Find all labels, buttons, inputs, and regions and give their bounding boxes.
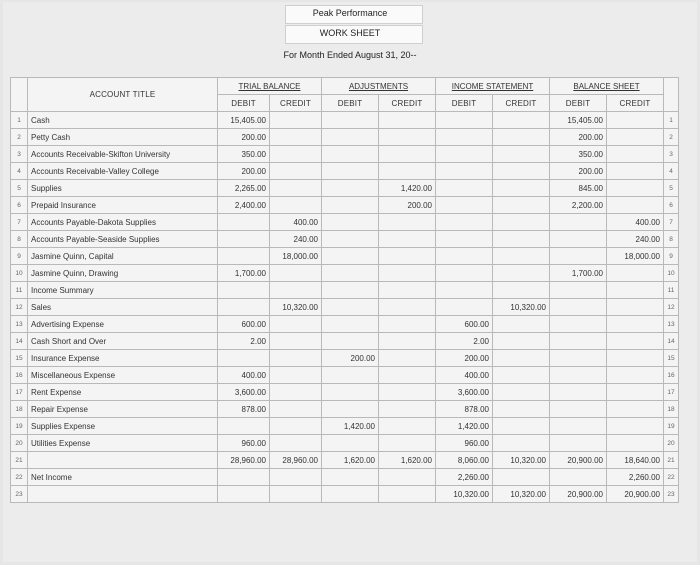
- is-debit-cell[interactable]: 8,060.00: [436, 452, 493, 469]
- tb-credit-header: CREDIT: [270, 95, 322, 112]
- adj-credit-cell[interactable]: [379, 248, 436, 265]
- bs-debit-cell[interactable]: [550, 333, 607, 350]
- adj-debit-cell[interactable]: [322, 333, 379, 350]
- tb-debit-cell[interactable]: 600.00: [218, 316, 270, 333]
- bs-debit-cell[interactable]: [550, 231, 607, 248]
- tb-debit-cell[interactable]: [218, 469, 270, 486]
- adj-credit-cell[interactable]: [379, 316, 436, 333]
- bs-debit-cell[interactable]: [550, 350, 607, 367]
- adj-credit-cell[interactable]: [379, 435, 436, 452]
- tb-credit-cell[interactable]: [270, 316, 322, 333]
- bs-debit-cell[interactable]: 2,200.00: [550, 197, 607, 214]
- bs-credit-cell[interactable]: [607, 282, 664, 299]
- is-credit-cell[interactable]: [493, 435, 550, 452]
- adj-debit-cell[interactable]: 1,420.00: [322, 418, 379, 435]
- line-number: 7: [11, 214, 28, 231]
- table-row: [11, 452, 679, 469]
- tb-debit-cell[interactable]: 2,400.00: [218, 197, 270, 214]
- bs-debit-cell[interactable]: 200.00: [550, 129, 607, 146]
- line-number: 21: [11, 452, 28, 469]
- bs-debit-cell[interactable]: [550, 469, 607, 486]
- tb-credit-cell[interactable]: [270, 197, 322, 214]
- adj-credit-cell[interactable]: [379, 214, 436, 231]
- is-debit-cell[interactable]: [436, 299, 493, 316]
- is-debit-cell[interactable]: 2,260.00: [436, 469, 493, 486]
- tb-credit-cell[interactable]: [270, 469, 322, 486]
- is-credit-cell[interactable]: [493, 214, 550, 231]
- tb-debit-cell[interactable]: 400.00: [218, 367, 270, 384]
- line-number-right: 2: [664, 129, 679, 146]
- tb-debit-cell[interactable]: 960.00: [218, 435, 270, 452]
- adj-debit-cell[interactable]: [322, 401, 379, 418]
- tb-credit-cell[interactable]: [270, 265, 322, 282]
- bs-credit-cell[interactable]: [607, 418, 664, 435]
- tb-credit-cell[interactable]: [270, 401, 322, 418]
- worksheet-table: [10, 77, 679, 503]
- line-number: 8: [11, 231, 28, 248]
- line-number-right: 7: [664, 214, 679, 231]
- adj-credit-cell[interactable]: 1,420.00: [379, 180, 436, 197]
- account-title-cell[interactable]: Supplies: [28, 180, 218, 197]
- line-number-right: 14: [664, 333, 679, 350]
- is-debit-cell[interactable]: [436, 112, 493, 129]
- tb-credit-cell[interactable]: [270, 129, 322, 146]
- tb-debit-cell[interactable]: [218, 214, 270, 231]
- table-row: [11, 486, 679, 503]
- line-number-right: 23: [664, 486, 679, 503]
- bs-debit-cell[interactable]: 15,405.00: [550, 112, 607, 129]
- tb-credit-cell[interactable]: [270, 486, 322, 503]
- adj-credit-cell[interactable]: 200.00: [379, 197, 436, 214]
- line-number-right: 6: [664, 197, 679, 214]
- is-debit-cell[interactable]: 878.00: [436, 401, 493, 418]
- adj-debit-cell[interactable]: [322, 282, 379, 299]
- adj-debit-cell[interactable]: 1,620.00: [322, 452, 379, 469]
- adj-debit-cell[interactable]: [322, 180, 379, 197]
- table-row: [11, 214, 679, 231]
- is-credit-cell[interactable]: [493, 163, 550, 180]
- period-label: For Month Ended August 31, 20--: [283, 50, 417, 60]
- is-credit-cell[interactable]: [493, 265, 550, 282]
- bs-debit-cell[interactable]: 20,900.00: [550, 452, 607, 469]
- balance-sheet-header: BALANCE SHEET: [550, 78, 664, 95]
- is-debit-cell[interactable]: 400.00: [436, 367, 493, 384]
- adj-debit-cell[interactable]: [322, 146, 379, 163]
- is-debit-cell[interactable]: [436, 197, 493, 214]
- is-credit-cell[interactable]: [493, 197, 550, 214]
- tb-credit-cell[interactable]: 400.00: [270, 214, 322, 231]
- line-number-right: 18: [664, 401, 679, 418]
- bs-credit-cell[interactable]: [607, 129, 664, 146]
- bs-credit-cell[interactable]: [607, 367, 664, 384]
- bs-credit-cell[interactable]: [607, 163, 664, 180]
- bs-credit-cell[interactable]: [607, 180, 664, 197]
- bs-debit-cell[interactable]: 1,700.00: [550, 265, 607, 282]
- line-number-right: 19: [664, 418, 679, 435]
- adj-credit-cell[interactable]: [379, 231, 436, 248]
- line-number: 15: [11, 350, 28, 367]
- account-title-header: ACCOUNT TITLE: [28, 78, 218, 112]
- tb-debit-header: DEBIT: [218, 95, 270, 112]
- table-row: [11, 265, 679, 282]
- account-title-cell[interactable]: Accounts Payable-Dakota Supplies: [28, 214, 218, 231]
- adj-credit-cell[interactable]: [379, 350, 436, 367]
- is-credit-cell[interactable]: [493, 333, 550, 350]
- table-row: [11, 384, 679, 401]
- account-title-cell[interactable]: Rent Expense: [28, 384, 218, 401]
- line-number: 22: [11, 469, 28, 486]
- is-credit-cell[interactable]: 10,320.00: [493, 452, 550, 469]
- tb-credit-cell[interactable]: 18,000.00: [270, 248, 322, 265]
- line-number: 19: [11, 418, 28, 435]
- tb-credit-cell[interactable]: [270, 333, 322, 350]
- account-title-cell[interactable]: Net Income: [28, 469, 218, 486]
- bs-credit-cell[interactable]: [607, 146, 664, 163]
- line-number-right: 5: [664, 180, 679, 197]
- line-number: 18: [11, 401, 28, 418]
- adj-debit-cell[interactable]: [322, 384, 379, 401]
- line-number: 12: [11, 299, 28, 316]
- line-number: 4: [11, 163, 28, 180]
- tb-debit-cell[interactable]: 200.00: [218, 163, 270, 180]
- is-debit-cell[interactable]: 200.00: [436, 350, 493, 367]
- table-row: [11, 367, 679, 384]
- is-credit-cell[interactable]: [493, 401, 550, 418]
- account-title-cell[interactable]: Utilities Expense: [28, 435, 218, 452]
- tb-credit-cell[interactable]: [270, 367, 322, 384]
- line-number-right: 16: [664, 367, 679, 384]
- adj-debit-cell[interactable]: [322, 469, 379, 486]
- line-number-right: 12: [664, 299, 679, 316]
- account-title-cell[interactable]: Supplies Expense: [28, 418, 218, 435]
- line-number: 11: [11, 282, 28, 299]
- worksheet-body: [11, 112, 679, 503]
- tb-credit-cell[interactable]: [270, 180, 322, 197]
- is-debit-cell[interactable]: [436, 282, 493, 299]
- bs-debit-cell[interactable]: [550, 367, 607, 384]
- table-row: [11, 231, 679, 248]
- adj-debit-cell[interactable]: [322, 265, 379, 282]
- tb-credit-cell[interactable]: 10,320.00: [270, 299, 322, 316]
- table-row: [11, 146, 679, 163]
- company-name: Peak Performance: [312, 8, 388, 18]
- line-number: 14: [11, 333, 28, 350]
- is-credit-cell[interactable]: [493, 146, 550, 163]
- adj-debit-cell[interactable]: [322, 248, 379, 265]
- bs-credit-cell[interactable]: 240.00: [607, 231, 664, 248]
- adj-debit-cell[interactable]: [322, 486, 379, 503]
- adj-credit-cell[interactable]: [379, 129, 436, 146]
- account-title-cell[interactable]: Income Summary: [28, 282, 218, 299]
- trial-balance-header: TRIAL BALANCE: [218, 78, 322, 95]
- bs-debit-cell[interactable]: [550, 214, 607, 231]
- line-number-right: 10: [664, 265, 679, 282]
- bs-credit-cell[interactable]: 20,900.00: [607, 486, 664, 503]
- is-debit-cell[interactable]: 3,600.00: [436, 384, 493, 401]
- is-credit-cell[interactable]: [493, 384, 550, 401]
- tb-debit-cell[interactable]: [218, 282, 270, 299]
- table-row: [11, 112, 679, 129]
- account-title-cell[interactable]: [28, 486, 218, 503]
- tb-debit-cell[interactable]: 878.00: [218, 401, 270, 418]
- bs-credit-cell[interactable]: [607, 299, 664, 316]
- line-number: 1: [11, 112, 28, 129]
- tb-credit-cell[interactable]: [270, 384, 322, 401]
- adj-debit-cell[interactable]: [322, 231, 379, 248]
- line-number: 10: [11, 265, 28, 282]
- line-header-right: [664, 78, 679, 112]
- account-title-cell[interactable]: Insurance Expense: [28, 350, 218, 367]
- table-row: [11, 316, 679, 333]
- account-title-cell[interactable]: Accounts Payable-Seaside Supplies: [28, 231, 218, 248]
- bs-credit-cell[interactable]: [607, 316, 664, 333]
- is-debit-cell[interactable]: [436, 180, 493, 197]
- bs-debit-cell[interactable]: [550, 316, 607, 333]
- bs-credit-cell[interactable]: 18,640.00: [607, 452, 664, 469]
- account-title-cell[interactable]: Petty Cash: [28, 129, 218, 146]
- table-row: [11, 197, 679, 214]
- is-debit-cell[interactable]: [436, 163, 493, 180]
- is-debit-cell[interactable]: 600.00: [436, 316, 493, 333]
- is-debit-cell[interactable]: 1,420.00: [436, 418, 493, 435]
- account-title-cell[interactable]: Jasmine Quinn, Capital: [28, 248, 218, 265]
- tb-credit-cell[interactable]: [270, 418, 322, 435]
- adj-credit-cell[interactable]: [379, 146, 436, 163]
- is-debit-cell[interactable]: [436, 231, 493, 248]
- bs-credit-cell[interactable]: 2,260.00: [607, 469, 664, 486]
- adj-credit-cell[interactable]: [379, 112, 436, 129]
- adj-debit-cell[interactable]: 200.00: [322, 350, 379, 367]
- adj-credit-cell[interactable]: [379, 265, 436, 282]
- line-number: 5: [11, 180, 28, 197]
- line-number-right: 3: [664, 146, 679, 163]
- adj-debit-cell[interactable]: [322, 435, 379, 452]
- tb-debit-cell[interactable]: [218, 418, 270, 435]
- line-number-right: 11: [664, 282, 679, 299]
- bs-debit-cell[interactable]: [550, 401, 607, 418]
- adj-credit-cell[interactable]: [379, 367, 436, 384]
- bs-debit-cell[interactable]: [550, 282, 607, 299]
- adj-credit-cell[interactable]: [379, 384, 436, 401]
- table-row: [11, 435, 679, 452]
- line-number: 2: [11, 129, 28, 146]
- tb-credit-cell[interactable]: [270, 112, 322, 129]
- is-credit-cell[interactable]: 10,320.00: [493, 486, 550, 503]
- line-number: 16: [11, 367, 28, 384]
- tb-debit-cell[interactable]: 350.00: [218, 146, 270, 163]
- table-row: [11, 299, 679, 316]
- is-debit-header: DEBIT: [436, 95, 493, 112]
- tb-debit-cell[interactable]: [218, 350, 270, 367]
- bs-debit-cell[interactable]: 20,900.00: [550, 486, 607, 503]
- bs-debit-cell[interactable]: 200.00: [550, 163, 607, 180]
- adj-credit-cell[interactable]: 1,620.00: [379, 452, 436, 469]
- adj-debit-cell[interactable]: [322, 197, 379, 214]
- is-debit-cell[interactable]: [436, 146, 493, 163]
- is-credit-cell[interactable]: [493, 129, 550, 146]
- bs-debit-cell[interactable]: [550, 418, 607, 435]
- line-number-right: 21: [664, 452, 679, 469]
- is-debit-cell[interactable]: [436, 214, 493, 231]
- line-number-right: 20: [664, 435, 679, 452]
- account-title-cell[interactable]: Advertising Expense: [28, 316, 218, 333]
- table-row: [11, 180, 679, 197]
- account-title-cell[interactable]: Repair Expense: [28, 401, 218, 418]
- account-title-cell[interactable]: Accounts Receivable-Valley College: [28, 163, 218, 180]
- bs-credit-cell[interactable]: 18,000.00: [607, 248, 664, 265]
- line-number-right: 15: [664, 350, 679, 367]
- tb-credit-cell[interactable]: [270, 282, 322, 299]
- line-number: 9: [11, 248, 28, 265]
- adj-credit-cell[interactable]: [379, 299, 436, 316]
- line-number-right: 4: [664, 163, 679, 180]
- adj-credit-cell[interactable]: [379, 486, 436, 503]
- line-number: 3: [11, 146, 28, 163]
- table-row: [11, 418, 679, 435]
- is-credit-cell[interactable]: [493, 418, 550, 435]
- adj-credit-cell[interactable]: [379, 401, 436, 418]
- line-number: 17: [11, 384, 28, 401]
- tb-debit-cell[interactable]: 28,960.00: [218, 452, 270, 469]
- tb-debit-cell[interactable]: [218, 231, 270, 248]
- bs-credit-cell[interactable]: [607, 333, 664, 350]
- adj-debit-cell[interactable]: [322, 129, 379, 146]
- adj-debit-cell[interactable]: [322, 299, 379, 316]
- adj-debit-cell[interactable]: [322, 367, 379, 384]
- account-title-cell[interactable]: Prepaid Insurance: [28, 197, 218, 214]
- is-debit-cell[interactable]: [436, 248, 493, 265]
- bs-debit-header: DEBIT: [550, 95, 607, 112]
- adj-credit-cell[interactable]: [379, 282, 436, 299]
- account-title-cell[interactable]: Jasmine Quinn, Drawing: [28, 265, 218, 282]
- bs-debit-cell[interactable]: [550, 384, 607, 401]
- bs-debit-cell[interactable]: [550, 248, 607, 265]
- account-title-cell[interactable]: Cash Short and Over: [28, 333, 218, 350]
- is-debit-cell[interactable]: 2.00: [436, 333, 493, 350]
- income-statement-header: INCOME STATEMENT: [436, 78, 550, 95]
- is-credit-cell[interactable]: [493, 231, 550, 248]
- bs-credit-cell[interactable]: 400.00: [607, 214, 664, 231]
- table-row: [11, 248, 679, 265]
- line-number-right: 13: [664, 316, 679, 333]
- table-row: [11, 163, 679, 180]
- bs-credit-cell[interactable]: [607, 112, 664, 129]
- account-title-cell[interactable]: Accounts Receivable-Skifton University: [28, 146, 218, 163]
- table-row: [11, 401, 679, 418]
- bs-credit-cell[interactable]: [607, 265, 664, 282]
- is-credit-cell[interactable]: [493, 350, 550, 367]
- is-debit-cell[interactable]: [436, 265, 493, 282]
- bs-credit-cell[interactable]: [607, 197, 664, 214]
- tb-debit-cell[interactable]: 1,700.00: [218, 265, 270, 282]
- tb-debit-cell[interactable]: [218, 486, 270, 503]
- line-header: [11, 78, 28, 112]
- table-row: [11, 333, 679, 350]
- adj-credit-cell[interactable]: [379, 469, 436, 486]
- is-credit-cell[interactable]: [493, 180, 550, 197]
- account-title-cell[interactable]: Sales: [28, 299, 218, 316]
- bs-debit-cell[interactable]: [550, 299, 607, 316]
- is-credit-cell[interactable]: [493, 367, 550, 384]
- tb-credit-cell[interactable]: 28,960.00: [270, 452, 322, 469]
- table-row: [11, 350, 679, 367]
- adj-credit-cell[interactable]: [379, 333, 436, 350]
- is-debit-cell[interactable]: [436, 129, 493, 146]
- worksheet-title: WORK SHEET: [319, 28, 381, 38]
- is-credit-cell[interactable]: [493, 248, 550, 265]
- adj-credit-cell[interactable]: [379, 163, 436, 180]
- adj-credit-cell[interactable]: [379, 418, 436, 435]
- adj-debit-cell[interactable]: [322, 316, 379, 333]
- line-number: 20: [11, 435, 28, 452]
- bs-credit-cell[interactable]: [607, 384, 664, 401]
- line-number: 23: [11, 486, 28, 503]
- line-number-right: 22: [664, 469, 679, 486]
- account-title-cell[interactable]: [28, 452, 218, 469]
- bs-debit-cell[interactable]: [550, 435, 607, 452]
- tb-debit-cell[interactable]: 3,600.00: [218, 384, 270, 401]
- line-number-right: 1: [664, 112, 679, 129]
- adjustments-header: ADJUSTMENTS: [322, 78, 436, 95]
- is-credit-header: CREDIT: [493, 95, 550, 112]
- is-credit-cell[interactable]: [493, 112, 550, 129]
- adj-credit-header: CREDIT: [379, 95, 436, 112]
- bs-credit-cell[interactable]: [607, 401, 664, 418]
- adj-debit-header: DEBIT: [322, 95, 379, 112]
- tb-debit-cell[interactable]: 200.00: [218, 129, 270, 146]
- is-debit-cell[interactable]: 10,320.00: [436, 486, 493, 503]
- tb-credit-cell[interactable]: [270, 435, 322, 452]
- tb-credit-cell[interactable]: [270, 350, 322, 367]
- is-credit-cell[interactable]: [493, 469, 550, 486]
- account-title-cell[interactable]: Miscellaneous Expense: [28, 367, 218, 384]
- table-row: [11, 282, 679, 299]
- line-number: 13: [11, 316, 28, 333]
- tb-credit-cell[interactable]: [270, 146, 322, 163]
- line-number-right: 8: [664, 231, 679, 248]
- tb-debit-cell[interactable]: 2,265.00: [218, 180, 270, 197]
- bs-debit-cell[interactable]: 350.00: [550, 146, 607, 163]
- line-number-right: 17: [664, 384, 679, 401]
- bs-credit-header: CREDIT: [607, 95, 664, 112]
- is-credit-cell[interactable]: [493, 282, 550, 299]
- is-credit-cell[interactable]: [493, 316, 550, 333]
- tb-credit-cell[interactable]: [270, 163, 322, 180]
- is-debit-cell[interactable]: 960.00: [436, 435, 493, 452]
- bs-credit-cell[interactable]: [607, 435, 664, 452]
- line-number-right: 9: [664, 248, 679, 265]
- table-row: [11, 129, 679, 146]
- table-row: [11, 469, 679, 486]
- tb-debit-cell[interactable]: 15,405.00: [218, 112, 270, 129]
- tb-debit-cell[interactable]: 2.00: [218, 333, 270, 350]
- adj-debit-cell[interactable]: [322, 112, 379, 129]
- is-credit-cell[interactable]: 10,320.00: [493, 299, 550, 316]
- adj-debit-cell[interactable]: [322, 214, 379, 231]
- bs-credit-cell[interactable]: [607, 350, 664, 367]
- tb-debit-cell[interactable]: [218, 299, 270, 316]
- tb-credit-cell[interactable]: 240.00: [270, 231, 322, 248]
- adj-debit-cell[interactable]: [322, 163, 379, 180]
- account-title-cell[interactable]: Cash: [28, 112, 218, 129]
- tb-debit-cell[interactable]: [218, 248, 270, 265]
- bs-debit-cell[interactable]: 845.00: [550, 180, 607, 197]
- line-number: 6: [11, 197, 28, 214]
